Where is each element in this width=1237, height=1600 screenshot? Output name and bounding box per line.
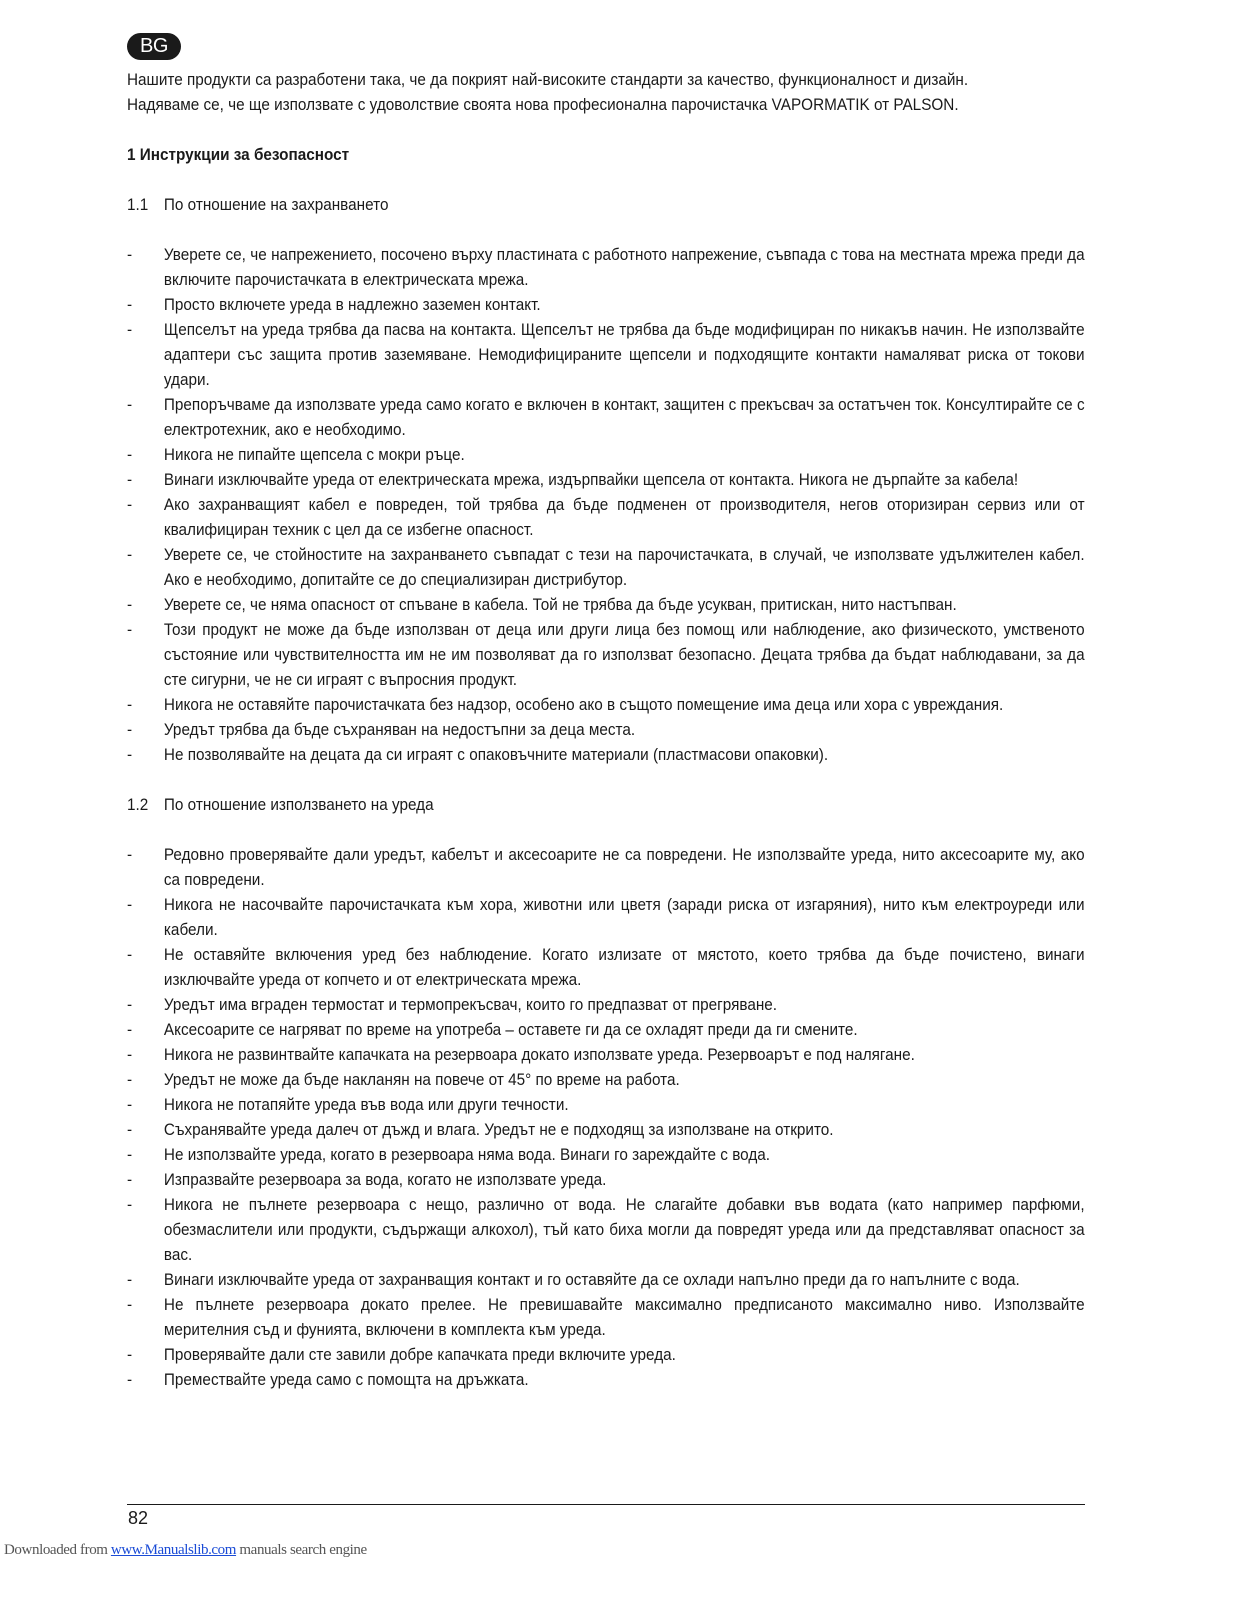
list-item [127, 942, 1085, 992]
bullet-dash: - [127, 245, 133, 264]
list-item [127, 392, 1085, 442]
bullet-dash: - [127, 445, 133, 464]
list-item [127, 692, 1085, 717]
list-item [127, 992, 1085, 1017]
list-item-text: Уверете се, че няма опасност от спъване в кабела. Той не трябва да бъде усукван, притискан, нито настъпван. [163, 595, 957, 614]
list-item-text: Уредът трябва да бъде съхраняван на недостъпни за деца места. [163, 720, 636, 739]
list-item [127, 1117, 1085, 1142]
download-suffix: manuals search engine [236, 1542, 367, 1558]
list-item-text: Винаги изключвайте уреда от захранващия контакт и го оставяйте да се охлади напълно преди да го напълните с вода. [163, 1270, 1020, 1289]
list-item [127, 592, 1085, 617]
list-item [127, 842, 1085, 892]
list-item-text: Уредът има вграден термостат и термопрекъсвач, които го предпазват от прегряване. [163, 995, 778, 1014]
list-item [127, 1042, 1085, 1067]
intro-line-1: Нашите продукти са разработени така, че да покрият най-високите стандарти за качество, функционалност и дизайн. [127, 70, 969, 89]
bullet-dash: - [127, 1295, 133, 1314]
bullet-dash: - [127, 1370, 133, 1389]
subsection-heading-1-2 [127, 792, 1085, 817]
list-item-text: Уверете се, че напрежението, посочено върху пластината с работното напрежение, съвпада с това на местната мрежа преди да включите парочистачката в електрическата мрежа. [163, 245, 1085, 289]
list-item-text: Никога не оставяйте парочистачката без надзор, особено ако в същото помещение има деца или хора с увреждания. [163, 695, 1004, 714]
list-item [127, 492, 1085, 542]
list-item [127, 617, 1085, 692]
manual-page [127, 33, 1085, 1392]
list-item-text: Никога не пипайте щепсела с мокри ръце. [163, 445, 465, 464]
list-item [127, 742, 1085, 767]
footer-rule [127, 1504, 1085, 1505]
bullet-dash: - [127, 295, 133, 314]
bullet-dash: - [127, 1345, 133, 1364]
bullet-dash: - [127, 1120, 133, 1139]
list-item-text: Никога не насочвайте парочистачката към хора, животни или цветя (заради риска от изгаряния), нито към електроуреди или кабели. [163, 895, 1085, 939]
bullet-dash: - [127, 1145, 133, 1164]
list-item [127, 1017, 1085, 1042]
bullet-dash: - [127, 695, 133, 714]
list-item-text: Този продукт не може да бъде използван от деца или други лица без помощ или наблюдение, ако физическото, умственото състояние или чувствителността им не им позволяват да го използват безопасно. Децата трябва да бъдат наблюдавани, за да сте сигурни, че не си играят с въпросния продукт. [163, 620, 1085, 689]
list-item [127, 1192, 1085, 1267]
subsection-title: По отношение на захранването [163, 195, 389, 214]
list-item-text: Не пълнете резервоара докато прелее. Не превишавайте максимално предписаното максимално ниво. Използвайте мерителния съд и фунията, включени в комплекта към уреда. [163, 1295, 1085, 1339]
subsection-number: 1.2 [127, 795, 149, 814]
bullet-dash: - [127, 395, 133, 414]
download-footer [4, 1542, 367, 1559]
bullet-dash: - [127, 945, 133, 964]
list-item-text: Аксесоарите се нагряват по време на употреба – оставете ги да се охладят преди да ги смените. [163, 1020, 858, 1039]
list-item-text: Не позволявайте на децата да си играят с опаковъчните материали (пластмасови опаковки). [163, 745, 829, 764]
list-item [127, 1092, 1085, 1117]
bullet-dash: - [127, 1020, 133, 1039]
list-item-text: Никога не развинтвайте капачката на резервоара докато използвате уреда. Резервоарът е под налягане. [163, 1045, 915, 1064]
bullet-dash: - [127, 495, 133, 514]
list-item-text: Никога не пълнете резервоара с нещо, различно от вода. Не слагайте добавки във водата (като например парфюми, обезмаслители или продукти, съдържащи алкохол), тъй като биха могли да повредят уреда или да представляват опасност за вас. [163, 1195, 1085, 1264]
bullet-dash: - [127, 1195, 133, 1214]
list-item-text: Никога не потапяйте уреда във вода или други течности. [163, 1095, 569, 1114]
intro-line-2: Надяваме се, че ще използвате с удоволствие своята нова професионална парочистачка VAPORMATIK от PALSON. [127, 95, 959, 114]
bullet-dash: - [127, 470, 133, 489]
bullet-dash: - [127, 620, 133, 639]
list-item [127, 1267, 1085, 1292]
list-item [127, 317, 1085, 392]
list-item [127, 442, 1085, 467]
list-item [127, 1292, 1085, 1342]
page-body [127, 67, 1085, 1392]
manualslib-link[interactable]: www.Manualslib.com [110, 1542, 237, 1558]
language-badge: BG [127, 33, 181, 60]
bullet-dash: - [127, 995, 133, 1014]
list-item [127, 1142, 1085, 1167]
list-item-text: Уверете се, че стойностите на захранването съвпадат с тези на парочистачката, в случай, че използвате удължителен кабел. Ако е необходимо, допитайте се до специализиран дистрибутор. [163, 545, 1085, 589]
list-item [127, 242, 1085, 292]
intro [127, 67, 1085, 117]
list-item-text: Изпразвайте резервоара за вода, когато не използвате уреда. [163, 1170, 607, 1189]
list-item-text: Винаги изключвайте уреда от електрическата мрежа, издърпвайки щепсела от контакта. Никога не дърпайте за кабела! [163, 470, 1019, 489]
safety-list-power [127, 242, 1085, 767]
list-item [127, 467, 1085, 492]
bullet-dash: - [127, 1095, 133, 1114]
list-item [127, 717, 1085, 742]
subsection-title: По отношение използването на уреда [163, 795, 434, 814]
list-item-text: Не оставяйте включения уред без наблюдение. Когато излизате от мястото, което трябва да бъде почистено, винаги изключвайте уреда от копчето и от електрическата мрежа. [163, 945, 1085, 989]
list-item-text: Ако захранващият кабел е повреден, той трябва да бъде подменен от производителя, негов оторизиран сервиз или от квалифициран техник с цел да се избегне опасност. [163, 495, 1085, 539]
bullet-dash: - [127, 595, 133, 614]
list-item [127, 292, 1085, 317]
list-item [127, 1342, 1085, 1367]
bullet-dash: - [127, 1270, 133, 1289]
bullet-dash: - [127, 1170, 133, 1189]
list-item-text: Премествайте уреда само с помощта на дръжката. [163, 1370, 529, 1389]
bullet-dash: - [127, 845, 133, 864]
bullet-dash: - [127, 720, 133, 739]
list-item-text: Просто включете уреда в надлежно заземен контакт. [163, 295, 541, 314]
list-item [127, 1367, 1085, 1392]
list-item [127, 1067, 1085, 1092]
bullet-dash: - [127, 1045, 133, 1064]
bullet-dash: - [127, 1070, 133, 1089]
subsection-number: 1.1 [127, 195, 149, 214]
list-item-text: Проверявайте дали сте завили добре капачката преди включите уреда. [163, 1345, 676, 1364]
list-item-text: Щепселът на уреда трябва да пасва на контакта. Щепселът не трябва да бъде модифициран по никакъв начин. Не използвайте адаптери със защита против заземяване. Немодифицираните щепсели и подходящите контакти намаляват риска от токови удари. [163, 320, 1085, 389]
bullet-dash: - [127, 895, 133, 914]
list-item-text: Редовно проверявайте дали уредът, кабелът и аксесоарите не са повредени. Не използвайте уреда, нито аксесоарите му, ако са повредени. [163, 845, 1085, 889]
list-item-text: Уредът не може да бъде накланян на повече от 45° по време на работа. [163, 1070, 680, 1089]
bullet-dash: - [127, 745, 133, 764]
download-prefix: Downloaded from [4, 1542, 111, 1558]
safety-list-usage [127, 842, 1085, 1392]
list-item [127, 1167, 1085, 1192]
list-item [127, 542, 1085, 592]
list-item-text: Препоръчваме да използвате уреда само когато е включен в контакт, защитен с прекъсвач за остатъчен ток. Консултирайте се с електротехник, ако е необходимо. [163, 395, 1085, 439]
subsection-heading-1-1 [127, 192, 1085, 217]
bullet-dash: - [127, 320, 133, 339]
list-item-text: Не използвайте уреда, когато в резервоара няма вода. Винаги го зареждайте с вода. [163, 1145, 771, 1164]
list-item [127, 892, 1085, 942]
list-item-text: Съхранявайте уреда далеч от дъжд и влага. Уредът не е подходящ за използване на открито. [163, 1120, 834, 1139]
section-heading: 1 Инструкции за безопасност [127, 145, 350, 164]
page-number: 82 [128, 1508, 149, 1528]
bullet-dash: - [127, 545, 133, 564]
